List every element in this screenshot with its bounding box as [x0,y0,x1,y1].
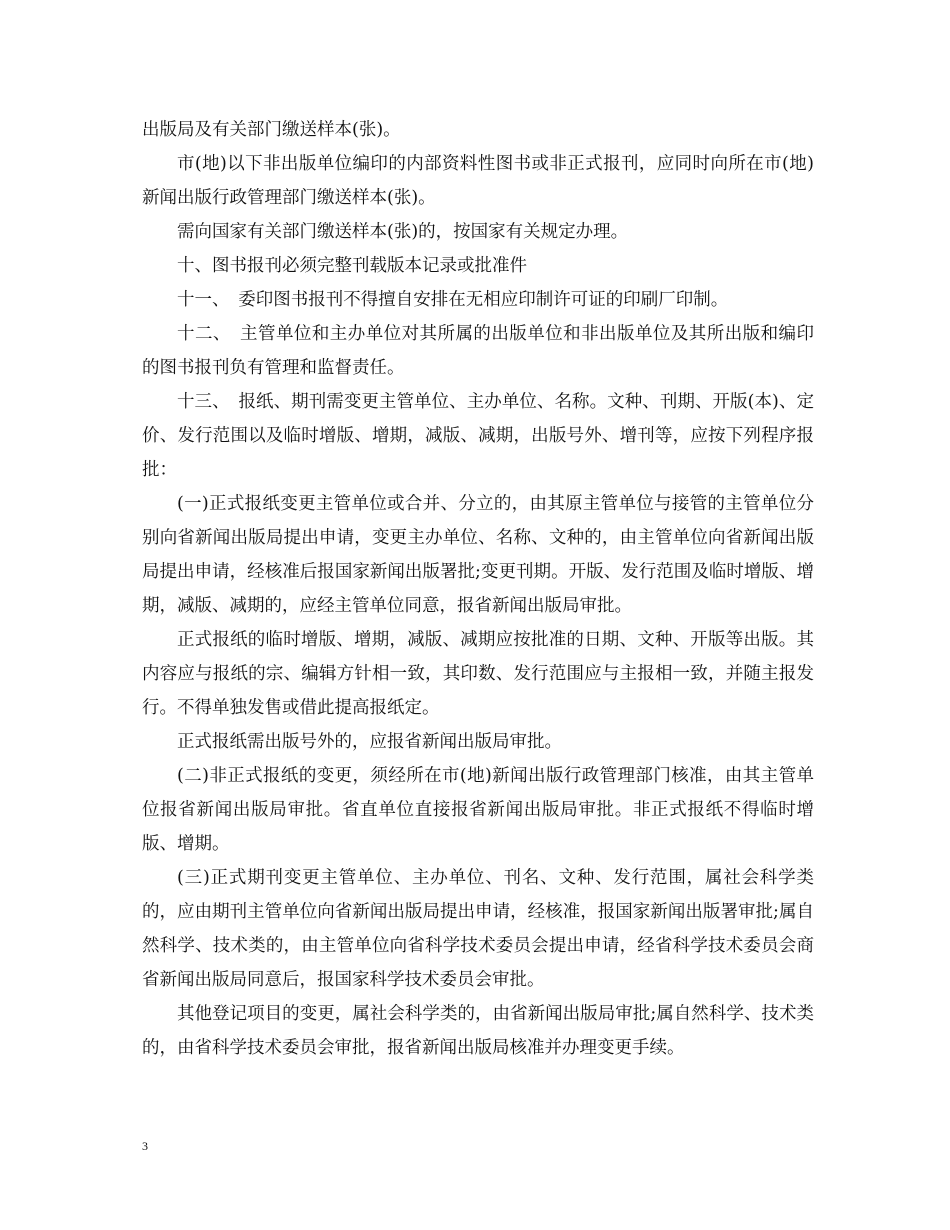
paragraph: 正式报纸需出版号外的，应报省新闻出版局审批。 [177,732,562,752]
paragraph: 十一、 委印图书报刊不得擅自安排在无相应印制许可证的印刷厂印制。 [177,290,729,310]
page-number: 3 [142,1139,148,1153]
paragraph: (二)非正式报纸的变更，须经所在市(地)新闻出版行政管理部门核准，由其主管单位报省新闻出版局审批。省直单位直接报省新闻出版局审批。非正式报纸不得临时增版、增期。 [142,766,814,854]
paragraph: (三)正式期刊变更主管单位、主办单位、刊名、文种、发行范围，属社会科学类的，应由期刊主管单位向省新闻出版局提出申请，经核准，报国家新闻出版署审批;属自然科学、技术类的，由主管单位向省科学技术委员会提出申请，经省科学技术委员会商省新闻出版局同意后，报国家科学技术委员会审批。 [142,868,814,990]
paragraph: 十、图书报刊必须完整刊载版本记录或批准件 [177,256,527,276]
paragraph: 正式报纸的临时增版、增期，减版、减期应按批准的日期、文种、开版等出版。其内容应与报纸的宗、编辑方针相一致，其印数、发行范围应与主报相一致，并随主报发行。不得单独发售或借此提高报纸定。 [142,630,814,718]
paragraph: 市(地)以下非出版单位编印的内部资料性图书或非正式报刊，应同时向所在市(地)新闻出版行政管理部门缴送样本(张)。 [142,154,814,208]
paragraph: 需向国家有关部门缴送样本(张)的，按国家有关规定办理。 [177,222,629,242]
paragraph: 出版局及有关部门缴送样本(张)。 [142,120,401,140]
paragraph: 十二、 主管单位和主办单位对其所属的出版单位和非出版单位及其所出版和编印的图书报刊负有管理和监督责任。 [142,324,814,378]
document-body [142,113,814,1065]
paragraph: (一)正式报纸变更主管单位或合并、分立的，由其原主管单位与接管的主管单位分别向省新闻出版局提出申请，变更主办单位、名称、文种的，由主管单位向省新闻出版局提出申请，经核准后报国家新闻出版署批;变更刊期。开版、发行范围及临时增版、增期，减版、减期的，应经主管单位同意，报省新闻出版局审批。 [142,494,814,616]
paragraph: 其他登记项目的变更，属社会科学类的，由省新闻出版局审批;属自然科学、技术类的，由省科学技术委员会审批，报省新闻出版局核准并办理变更手续。 [142,1004,814,1058]
paragraph: 十三、 报纸、期刊需变更主管单位、主办单位、名称。文种、刊期、开版(本)、定价、发行范围以及临时增版、增期，减版、减期，出版号外、增刊等，应按下列程序报批： [142,392,814,480]
